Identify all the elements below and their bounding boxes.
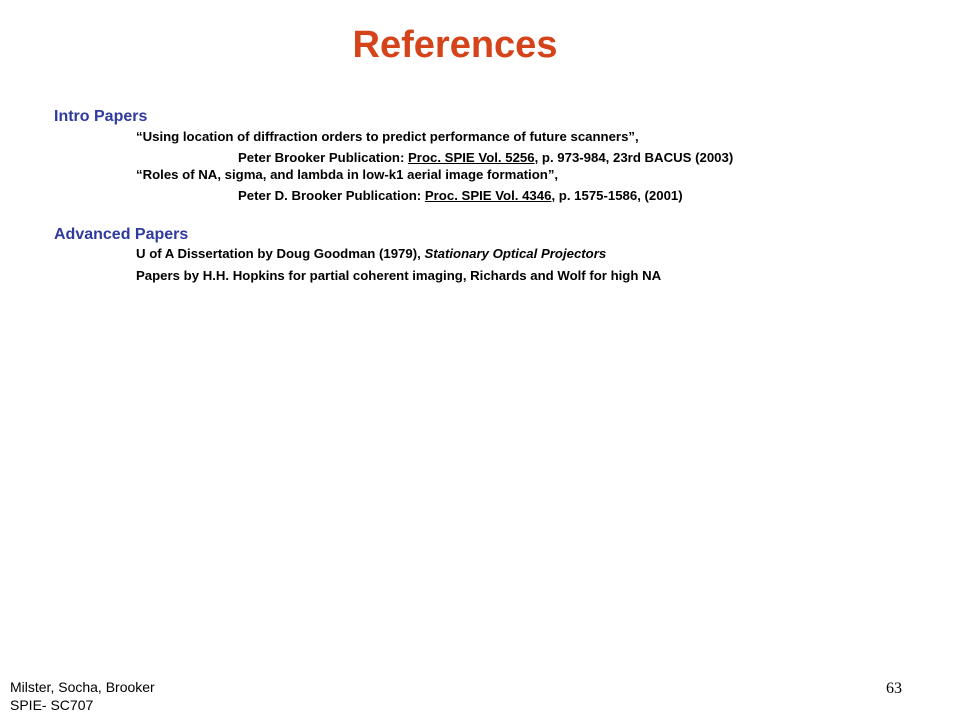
intro-ref2-author: Peter D. Brooker Publication: bbox=[238, 188, 425, 203]
intro-papers-heading: Intro Papers bbox=[54, 108, 148, 125]
intro-ref2-link[interactable]: Proc. SPIE Vol. 4346 bbox=[424, 188, 552, 203]
intro-ref1-author: Peter Brooker Publication: bbox=[238, 150, 409, 165]
advanced-ref1 bbox=[136, 245, 606, 263]
intro-ref2-publication bbox=[238, 187, 683, 205]
footer-credits bbox=[10, 678, 155, 714]
advanced-ref1-title: Stationary Optical Projectors bbox=[424, 246, 607, 261]
intro-ref2-title: “Roles of NA, sigma, and lambda in low-k1 aerial image formation”, bbox=[136, 167, 559, 182]
advanced-papers-heading: Advanced Papers bbox=[54, 226, 189, 243]
page-number: 63 bbox=[886, 680, 902, 697]
intro-ref1-link[interactable]: Proc. SPIE Vol. 5256 bbox=[408, 150, 535, 165]
page-title: References bbox=[352, 24, 558, 66]
footer-authors: Milster, Socha, Brooker bbox=[10, 679, 155, 695]
advanced-ref1-text: U of A Dissertation by Doug Goodman (1979), bbox=[136, 246, 425, 261]
footer-course: SPIE- SC707 bbox=[10, 697, 94, 713]
intro-ref1-pages: , p. 973-984, 23rd BACUS (2003) bbox=[534, 150, 734, 165]
intro-ref1-title: “Using location of diffraction orders to predict performance of future scanners”, bbox=[136, 129, 639, 144]
intro-ref2-pages: , p. 1575-1586, (2001) bbox=[551, 188, 683, 203]
advanced-ref2: Papers by H.H. Hopkins for partial coherent imaging, Richards and Wolf for high NA bbox=[136, 268, 662, 283]
intro-ref1-publication bbox=[238, 149, 733, 167]
